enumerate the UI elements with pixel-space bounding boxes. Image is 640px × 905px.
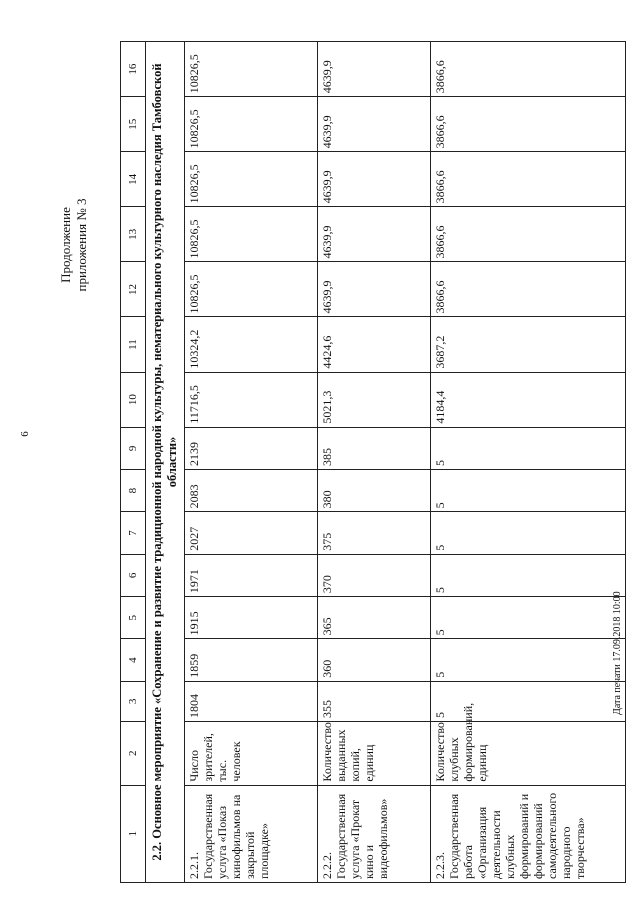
value-cell: 4639,9 [318, 42, 431, 97]
value-cell: 3866,6 [431, 97, 626, 152]
value-cell: 375 [318, 512, 431, 554]
table-row [318, 42, 431, 883]
value-cell: 385 [318, 427, 431, 469]
row-unit: Количество выданных копий, единиц [318, 722, 431, 786]
header-cell: 3 [121, 681, 146, 721]
value-cell: 4639,9 [318, 97, 431, 152]
header-cell: 4 [121, 639, 146, 681]
header-cell: 6 [121, 554, 146, 596]
section-row [146, 42, 185, 883]
value-cell: 5 [431, 469, 626, 511]
value-cell: 10826,5 [185, 207, 318, 262]
value-cell: 10826,5 [185, 97, 318, 152]
header-cell: 11 [121, 317, 146, 372]
header-cell: 8 [121, 469, 146, 511]
appendix-continuation-title: Продолжение приложения № 3 [58, 198, 89, 292]
header-row [121, 42, 146, 883]
value-cell: 380 [318, 469, 431, 511]
value-cell: 2139 [185, 427, 318, 469]
header-cell: 9 [121, 427, 146, 469]
value-cell: 3866,6 [431, 42, 626, 97]
value-cell: 10826,5 [185, 152, 318, 207]
row-name: 2.2.1. Государственная услуга «Показ кинофильмов на закрытой площадке» [185, 785, 318, 882]
value-cell: 4639,9 [318, 262, 431, 317]
row-name: 2.2.2. Государственная услуга «Прокат кино и видеофильмов» [318, 785, 431, 882]
print-date: Дата печати 17.09.2018 10:00 [612, 591, 623, 715]
value-cell: 4424,6 [318, 317, 431, 372]
value-cell: 1804 [185, 681, 318, 721]
value-cell: 1915 [185, 597, 318, 639]
header-cell: 1 [121, 785, 146, 882]
table-row [431, 42, 626, 883]
value-cell: 5021,3 [318, 372, 431, 427]
value-cell: 370 [318, 554, 431, 596]
value-cell: 4184,4 [431, 372, 626, 427]
header-cell: 15 [121, 97, 146, 152]
header-cell: 10 [121, 372, 146, 427]
value-cell: 5 [431, 427, 626, 469]
value-cell: 10826,5 [185, 262, 318, 317]
value-cell: 355 [318, 681, 431, 721]
value-cell: 10826,5 [185, 42, 318, 97]
value-cell: 2083 [185, 469, 318, 511]
value-cell: 1971 [185, 554, 318, 596]
header-cell: 16 [121, 42, 146, 97]
value-cell: 4639,9 [318, 207, 431, 262]
section-title: 2.2. Основное мероприятие «Сохранение и развитие традиционной народной культуры, нематериального культурного наследия Тамбовской области» [146, 42, 185, 883]
value-cell: 5 [431, 639, 626, 681]
header-cell: 13 [121, 207, 146, 262]
value-cell: 10324,2 [185, 317, 318, 372]
header-cell: 12 [121, 262, 146, 317]
value-cell: 5 [431, 554, 626, 596]
value-cell: 5 [431, 597, 626, 639]
header-cell: 5 [121, 597, 146, 639]
row-unit: Число зрителей, тыс. человек [185, 722, 318, 786]
table-row [185, 42, 318, 883]
page-number: 6 [18, 431, 31, 437]
header-cell: 14 [121, 152, 146, 207]
rotated-table-container [120, 41, 586, 883]
value-cell: 1859 [185, 639, 318, 681]
value-cell: 11716,5 [185, 372, 318, 427]
header-cell: 7 [121, 512, 146, 554]
header-cell: 2 [121, 722, 146, 786]
value-cell: 365 [318, 597, 431, 639]
value-cell: 3866,6 [431, 152, 626, 207]
value-cell: 3866,6 [431, 262, 626, 317]
value-cell: 360 [318, 639, 431, 681]
value-cell: 3866,6 [431, 207, 626, 262]
row-name: 2.2.3. Государственная работа «Организация деятельности клубных формирований и формирований самодеятельного народного творчества» [431, 785, 626, 882]
indicators-table [120, 41, 626, 883]
value-cell: 3687,2 [431, 317, 626, 372]
value-cell: 4639,9 [318, 152, 431, 207]
value-cell: 5 [431, 512, 626, 554]
row-unit: Количество клубных формирований, единиц [431, 722, 626, 786]
value-cell: 2027 [185, 512, 318, 554]
value-cell: 5 [431, 681, 626, 721]
